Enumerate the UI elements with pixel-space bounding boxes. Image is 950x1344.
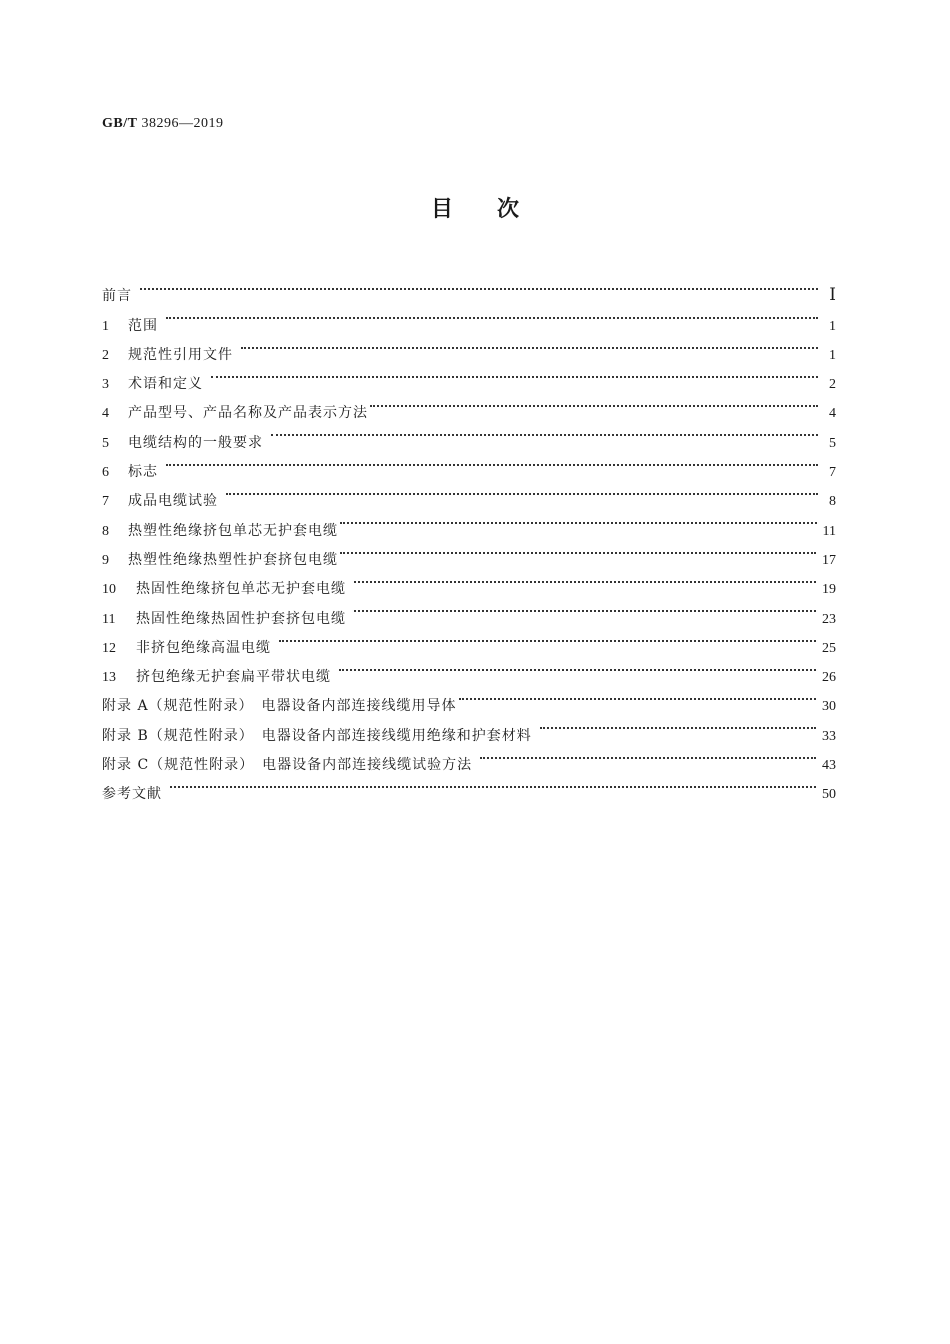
dot-leader [339,652,816,681]
toc-entry-label: 规范性引用文件 [128,346,233,363]
toc-entry-page: 50 [822,787,836,803]
toc-entry-number: 7 [102,494,109,510]
toc-entry-page: 8 [829,494,836,510]
table-of-contents [102,271,836,803]
toc-entry-bibliography[interactable] [102,769,836,803]
toc-entry-label: 产品型号、产品名称及产品表示方法 [128,405,368,422]
toc-entry-label: 热固性绝缘挤包单芯无护套电缆 [136,581,346,598]
toc-entry-label: 附录 A（规范性附录） 电器设备内部连接线缆用导体 [102,698,457,715]
toc-entry-number: 12 [102,640,116,656]
dot-leader [480,740,816,769]
toc-entry-page: 5 [829,435,836,451]
dot-leader [166,447,818,476]
dot-leader [279,623,816,652]
toc-entry-page: 4 [829,406,836,422]
dot-leader [140,271,818,300]
dot-leader [211,359,818,388]
toc-entry-page: 33 [822,728,836,744]
dot-leader [170,769,816,798]
toc-entry-label: 标志 [128,464,158,481]
toc-entry-label: 范围 [128,317,158,334]
toc-entry-label: 挤包绝缘无护套扁平带状电缆 [136,669,331,686]
toc-entry-page: 17 [822,552,836,568]
dot-leader [459,681,816,710]
toc-entry-label: 附录 C（规范性附录） 电器设备内部连接线缆试验方法 [102,757,473,774]
toc-entry-4[interactable] [102,388,836,422]
dot-leader [241,330,818,359]
toc-entry-6[interactable] [102,447,836,481]
toc-entry-page: 43 [822,758,836,774]
dot-leader [540,710,816,739]
toc-entry-number: 8 [102,523,109,539]
toc-entry-label: 电缆结构的一般要求 [128,434,263,451]
toc-entry-number: 3 [102,377,109,393]
toc-entry-number: 1 [102,318,109,334]
page-title [0,194,950,226]
toc-entry-page: 25 [822,640,836,656]
toc-entry-page: 1 [829,318,836,334]
toc-entry-page: 30 [822,699,836,715]
toc-entry-number: 4 [102,406,109,422]
toc-entry-page: 1 [829,347,836,363]
toc-entry-number: 11 [102,611,116,627]
toc-entry-2[interactable] [102,330,836,363]
toc-entry-number: 9 [102,552,109,568]
title-char-2: 次 [497,197,520,222]
toc-entry-label: 热固性绝缘热固性护套挤包电缆 [136,610,346,627]
toc-entry-page: 11 [822,523,836,539]
toc-entry-page: 19 [822,582,836,598]
toc-entry-page: 2 [829,377,836,393]
toc-entry-label: 热塑性绝缘挤包单芯无护套电缆 [128,522,338,539]
toc-entry-1[interactable] [102,300,836,334]
standard-number: 38296—2019 [141,116,224,131]
toc-entry-number: 10 [102,582,116,598]
title-char-1: 目 [430,197,453,222]
toc-entry-label: 非挤包绝缘高温电缆 [136,639,271,656]
toc-entry-number: 2 [102,347,109,363]
dot-leader [370,388,818,417]
toc-entry-label: 参考文献 [102,786,162,803]
dot-leader [166,300,818,329]
toc-entry-7[interactable] [102,476,836,510]
toc-entry-page: Ⅰ [829,285,836,305]
dot-leader [354,593,816,622]
document-number [102,114,223,134]
toc-entry-label: 前言 [102,288,132,305]
toc-entry-3[interactable] [102,359,836,393]
toc-entry-label: 成品电缆试验 [128,493,218,510]
standard-code: GB/T [102,116,138,131]
toc-entry-number: 5 [102,435,109,451]
toc-entry-number: 13 [102,670,116,686]
toc-entry-number: 6 [102,465,109,481]
dot-leader [354,564,816,593]
toc-entry-label: 附录 B（规范性附录） 电器设备内部连接线缆用绝缘和护套材料 [102,727,532,744]
dot-leader [340,535,816,564]
toc-entry-page: 7 [829,465,836,481]
toc-entry-page: 23 [822,611,836,627]
toc-entry-label: 术语和定义 [128,376,203,393]
dot-leader [271,417,818,446]
dot-leader [340,505,817,534]
toc-entry-page: 26 [822,670,836,686]
dot-leader [226,476,818,505]
toc-entry-label: 热塑性绝缘热塑性护套挤包电缆 [128,551,338,568]
toc-entry-foreword[interactable] [102,271,836,305]
